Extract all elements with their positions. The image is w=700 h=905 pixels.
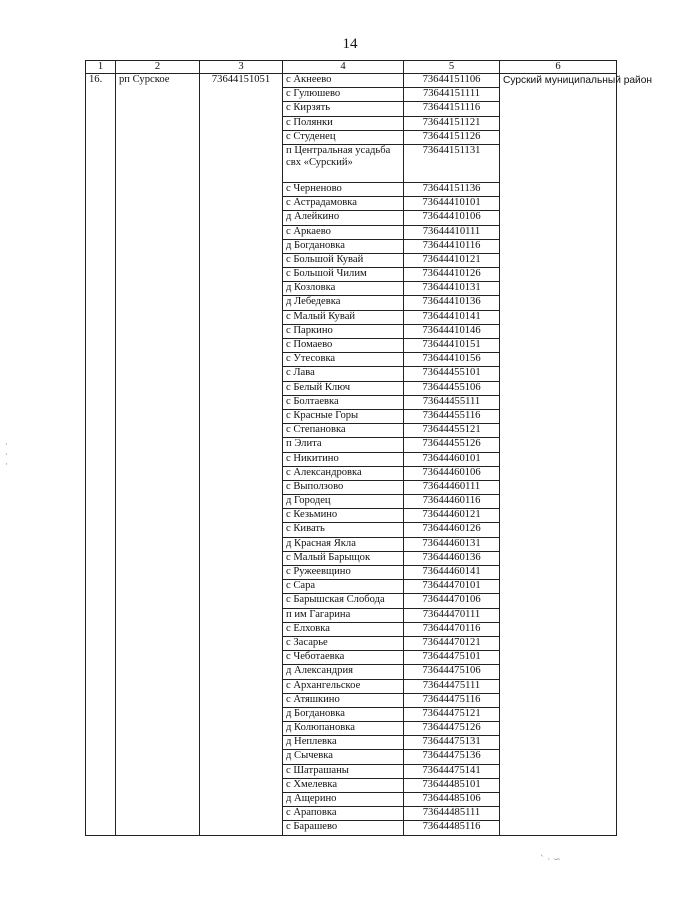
header-cell: 3 [200, 61, 283, 74]
locality-code-cell: 73644410136 [404, 296, 500, 310]
locality-code-cell: 73644475106 [404, 665, 500, 679]
scan-mark: ` · ∽ [540, 855, 561, 865]
locality-name-cell: с Барашево [283, 821, 404, 835]
locality-code-cell: 73644470116 [404, 622, 500, 636]
locality-name-cell: д Городец [283, 495, 404, 509]
locality-code-cell: 73644460101 [404, 452, 500, 466]
locality-code-cell: 73644460131 [404, 537, 500, 551]
locality-code-cell: 73644475111 [404, 679, 500, 693]
locality-code-cell: 73644410121 [404, 253, 500, 267]
locality-name-cell: с Белый Ключ [283, 381, 404, 395]
locality-name-cell: с Аркаево [283, 225, 404, 239]
locality-name-cell: с Кезьмино [283, 509, 404, 523]
locality-code-cell: 73644475116 [404, 693, 500, 707]
locality-code-cell: 73644485106 [404, 793, 500, 807]
locality-code-cell: 73644410131 [404, 282, 500, 296]
locality-code-cell: 73644460141 [404, 566, 500, 580]
locality-name-cell: с Помаево [283, 339, 404, 353]
locality-code-cell: 73644151136 [404, 182, 500, 196]
locality-name-cell: д Сычевка [283, 750, 404, 764]
locality-name-cell: д Козловка [283, 282, 404, 296]
locality-code-cell: 73644410141 [404, 310, 500, 324]
locality-name-cell: с Кивать [283, 523, 404, 537]
locality-name-cell: д Красная Якла [283, 537, 404, 551]
locality-code-cell: 73644470111 [404, 608, 500, 622]
locality-name-cell: с Архангельское [283, 679, 404, 693]
locality-name-cell: с Малый Барыщок [283, 551, 404, 565]
locality-name-cell: с Красные Горы [283, 409, 404, 423]
page-number: 14 [342, 36, 358, 52]
locality-code-cell: 73644410151 [404, 339, 500, 353]
locality-name-cell: с Елховка [283, 622, 404, 636]
locality-name-cell: с Полянки [283, 116, 404, 130]
locality-name-cell: с Болтаевка [283, 395, 404, 409]
locality-code-cell: 73644460121 [404, 509, 500, 523]
margin-mark: · · · [5, 440, 8, 470]
locality-code-cell: 73644470121 [404, 636, 500, 650]
locality-code-cell: 73644460116 [404, 495, 500, 509]
locality-name-cell: с Чеботаевка [283, 651, 404, 665]
locality-name-cell: п Элита [283, 438, 404, 452]
locality-code-cell: 73644460106 [404, 466, 500, 480]
locality-name-cell: с Студенец [283, 130, 404, 144]
locality-code-cell: 73644485101 [404, 778, 500, 792]
locality-name-cell: с Никитино [283, 452, 404, 466]
locality-name-cell: д Богдановка [283, 239, 404, 253]
header-cell: 4 [283, 61, 404, 74]
locality-name-cell: с Выползово [283, 480, 404, 494]
locality-code-cell: 73644475141 [404, 764, 500, 778]
locality-code-cell: 73644455101 [404, 367, 500, 381]
header-cell: 6 [500, 61, 617, 74]
locality-name-cell: д Богдановка [283, 707, 404, 721]
locality-code-cell: 73644485116 [404, 821, 500, 835]
locality-name-cell: с Сара [283, 580, 404, 594]
locality-code-cell: 73644151106 [404, 74, 500, 88]
locality-name-cell: с Утесовка [283, 353, 404, 367]
header-cell: 1 [86, 61, 116, 74]
locality-code-cell: 73644151131 [404, 144, 500, 182]
locality-code-cell: 73644455111 [404, 395, 500, 409]
locality-code-cell: 73644410146 [404, 324, 500, 338]
locality-name-cell: с Гулюшево [283, 88, 404, 102]
table-row [86, 74, 617, 88]
locality-code-cell: 73644151121 [404, 116, 500, 130]
locality-code-cell: 73644455106 [404, 381, 500, 395]
locality-code-cell: 73644410116 [404, 239, 500, 253]
header-cell: 5 [404, 61, 500, 74]
locality-name-cell: с Акнеево [283, 74, 404, 88]
locality-name-cell: д Неплевка [283, 736, 404, 750]
settlement-code-cell: 73644151051 [200, 74, 283, 836]
locality-name-cell: с Кирзять [283, 102, 404, 116]
locality-name-cell: с Черненово [283, 182, 404, 196]
locality-name-cell: с Степановка [283, 424, 404, 438]
locality-code-cell: 73644470106 [404, 594, 500, 608]
locality-name-cell: п Центральная усадьба свх «Сурский» [283, 144, 404, 182]
locality-code-cell: 73644410106 [404, 211, 500, 225]
locality-name-cell: п им Гагарина [283, 608, 404, 622]
locality-code-cell: 73644151116 [404, 102, 500, 116]
locality-code-cell: 73644460111 [404, 480, 500, 494]
locality-name-cell: с Малый Кувай [283, 310, 404, 324]
locality-name-cell: с Александровка [283, 466, 404, 480]
locality-name-cell: д Алейкино [283, 211, 404, 225]
locality-name-cell: с Араповка [283, 807, 404, 821]
locality-code-cell: 73644455121 [404, 424, 500, 438]
settlements-table [85, 60, 653, 836]
header-row [86, 61, 617, 74]
locality-name-cell: с Ружеевщино [283, 566, 404, 580]
header-cell: 2 [116, 61, 200, 74]
locality-name-cell: д Александрия [283, 665, 404, 679]
locality-code-cell: 73644410126 [404, 268, 500, 282]
locality-name-cell: д Колюпановка [283, 722, 404, 736]
locality-code-cell: 73644460136 [404, 551, 500, 565]
locality-name-cell: с Лава [283, 367, 404, 381]
locality-name-cell: с Хмелевка [283, 778, 404, 792]
locality-code-cell: 73644470101 [404, 580, 500, 594]
locality-code-cell: 73644475101 [404, 651, 500, 665]
settlement-cell: рп Сурское [116, 74, 200, 836]
locality-code-cell: 73644475131 [404, 736, 500, 750]
locality-name-cell: с Большой Чилим [283, 268, 404, 282]
locality-name-cell: с Большой Кувай [283, 253, 404, 267]
locality-name-cell: с Засарье [283, 636, 404, 650]
locality-name-cell: с Астрадамовка [283, 197, 404, 211]
locality-code-cell: 73644455126 [404, 438, 500, 452]
locality-code-cell: 73644460126 [404, 523, 500, 537]
locality-name-cell: д Лебедевка [283, 296, 404, 310]
locality-name-cell: с Шатрашаны [283, 764, 404, 778]
locality-code-cell: 73644410156 [404, 353, 500, 367]
locality-name-cell: с Барышская Слобода [283, 594, 404, 608]
locality-code-cell: 73644151111 [404, 88, 500, 102]
locality-code-cell: 73644410101 [404, 197, 500, 211]
locality-code-cell: 73644485111 [404, 807, 500, 821]
locality-code-cell: 73644475136 [404, 750, 500, 764]
locality-code-cell: 73644410111 [404, 225, 500, 239]
locality-code-cell: 73644151126 [404, 130, 500, 144]
locality-code-cell: 73644455116 [404, 409, 500, 423]
locality-name-cell: с Атяшкино [283, 693, 404, 707]
district-cell: Сурский муниципальный район [500, 74, 617, 836]
locality-name-cell: д Ащерино [283, 793, 404, 807]
locality-code-cell: 73644475126 [404, 722, 500, 736]
locality-name-cell: с Паркино [283, 324, 404, 338]
row-number-cell: 16. [86, 74, 116, 836]
locality-code-cell: 73644475121 [404, 707, 500, 721]
